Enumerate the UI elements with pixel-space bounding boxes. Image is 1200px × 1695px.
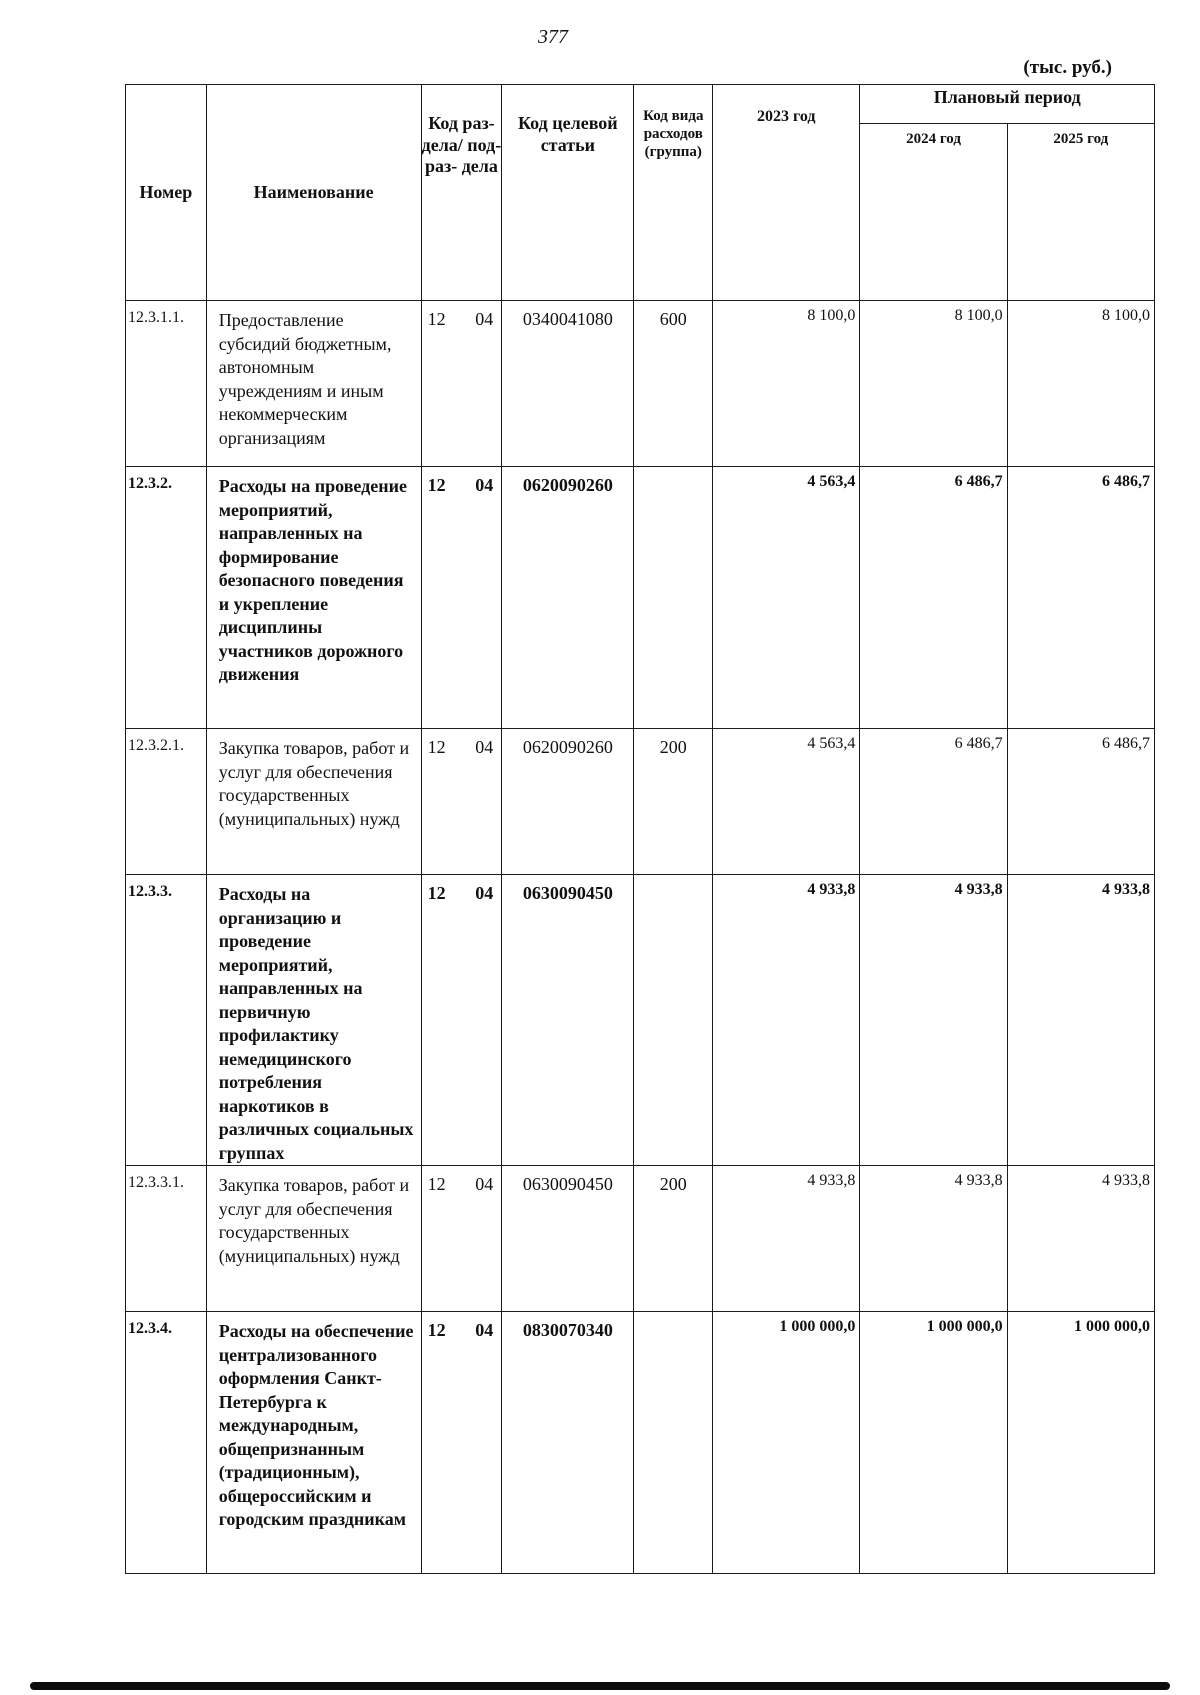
row-amount-2024: 4 933,8: [860, 1166, 1007, 1312]
row-celevaya-statya: 0620090260: [502, 729, 634, 875]
row-number: 12.3.1.1.: [126, 301, 207, 467]
row-vid-rashodov: 200: [634, 729, 713, 875]
podrazdel-code: 04: [475, 309, 494, 329]
budget-table: [125, 84, 1155, 1574]
row-vid-rashodov: 200: [634, 1166, 713, 1312]
razdel-code: 12: [427, 883, 446, 903]
row-celevaya-statya: 0340041080: [502, 301, 634, 467]
row-amount-2024: 4 933,8: [860, 875, 1007, 1166]
table-row: [126, 729, 1155, 875]
podrazdel-code: 04: [475, 883, 494, 903]
razdel-code: 12: [427, 737, 446, 757]
row-razdel: [421, 1312, 502, 1574]
row-name: Закупка товаров, работ и услуг для обеспечения государственных (муниципальных) нужд: [206, 729, 421, 875]
row-vid-rashodov: [634, 467, 713, 729]
row-number: 12.3.3.: [126, 875, 207, 1166]
row-name: Расходы на проведение мероприятий, направленных на формирование безопасного поведения и укрепление дисциплины участников дорожного движения: [206, 467, 421, 729]
razdel-code: 12: [427, 309, 446, 329]
razdel-code: 12: [427, 1174, 446, 1194]
row-razdel: [421, 729, 502, 875]
razdel-code: 12: [427, 475, 446, 495]
row-amount-2023: 1 000 000,0: [713, 1312, 860, 1574]
scan-edge-bar: [30, 1682, 1170, 1690]
row-amount-2023: 8 100,0: [713, 301, 860, 467]
header-2024: 2024 год: [860, 124, 1007, 301]
row-razdel: [421, 301, 502, 467]
razdel-code: 12: [427, 1320, 446, 1340]
row-amount-2025: 6 486,7: [1007, 729, 1154, 875]
podrazdel-code: 04: [475, 1320, 494, 1340]
row-celevaya-statya: 0620090260: [502, 467, 634, 729]
header-naimenovanie: Наименование: [206, 85, 421, 301]
row-name: Расходы на обеспечение централизованного оформления Санкт-Петербурга к международным, общепризнанным (традиционным), общероссийским и городским праздникам: [206, 1312, 421, 1574]
header-2025: 2025 год: [1007, 124, 1154, 301]
podrazdel-code: 04: [475, 737, 494, 757]
row-amount-2023: 4 933,8: [713, 1166, 860, 1312]
units-label: (тыс. руб.): [1023, 57, 1112, 78]
table-row: [126, 1312, 1155, 1574]
row-amount-2023: 4 933,8: [713, 875, 860, 1166]
row-name: Предоставление субсидий бюджетным, автономным учреждениям и иным некоммерческим организациям: [206, 301, 421, 467]
row-amount-2024: 6 486,7: [860, 729, 1007, 875]
row-razdel: [421, 875, 502, 1166]
header-nomer: Номер: [126, 85, 207, 301]
row-razdel: [421, 467, 502, 729]
row-amount-2023: 4 563,4: [713, 467, 860, 729]
table-row: [126, 1166, 1155, 1312]
row-amount-2024: 6 486,7: [860, 467, 1007, 729]
row-amount-2025: 8 100,0: [1007, 301, 1154, 467]
row-number: 12.3.4.: [126, 1312, 207, 1574]
row-amount-2025: 4 933,8: [1007, 875, 1154, 1166]
header-kod-celevoy-stati: Код целевой статьи: [502, 85, 634, 301]
row-celevaya-statya: 0630090450: [502, 1166, 634, 1312]
row-name: Закупка товаров, работ и услуг для обеспечения государственных (муниципальных) нужд: [206, 1166, 421, 1312]
row-amount-2024: 1 000 000,0: [860, 1312, 1007, 1574]
page-number: 377: [538, 26, 568, 48]
table-row: [126, 467, 1155, 729]
header-planovyy-period: Плановый период: [860, 85, 1155, 124]
row-name: Расходы на организацию и проведение мероприятий, направленных на первичную профилактику немедицинского потребления наркотиков в различных социальных группах: [206, 875, 421, 1166]
table-row: [126, 301, 1155, 467]
row-number: 12.3.2.: [126, 467, 207, 729]
header-kod-razdela: Код раз- дела/ под- раз- дела: [421, 85, 502, 301]
table-row: [126, 875, 1155, 1166]
row-celevaya-statya: 0630090450: [502, 875, 634, 1166]
row-vid-rashodov: 600: [634, 301, 713, 467]
row-amount-2024: 8 100,0: [860, 301, 1007, 467]
row-vid-rashodov: [634, 1312, 713, 1574]
header-kod-vida-rashodov: Код вида расходов (группа): [634, 85, 713, 301]
row-amount-2025: 6 486,7: [1007, 467, 1154, 729]
row-amount-2025: 4 933,8: [1007, 1166, 1154, 1312]
podrazdel-code: 04: [475, 1174, 494, 1194]
row-vid-rashodov: [634, 875, 713, 1166]
row-number: 12.3.3.1.: [126, 1166, 207, 1312]
row-amount-2023: 4 563,4: [713, 729, 860, 875]
row-number: 12.3.2.1.: [126, 729, 207, 875]
row-amount-2025: 1 000 000,0: [1007, 1312, 1154, 1574]
header-2023: 2023 год: [713, 85, 860, 301]
row-razdel: [421, 1166, 502, 1312]
row-celevaya-statya: 0830070340: [502, 1312, 634, 1574]
podrazdel-code: 04: [475, 475, 494, 495]
